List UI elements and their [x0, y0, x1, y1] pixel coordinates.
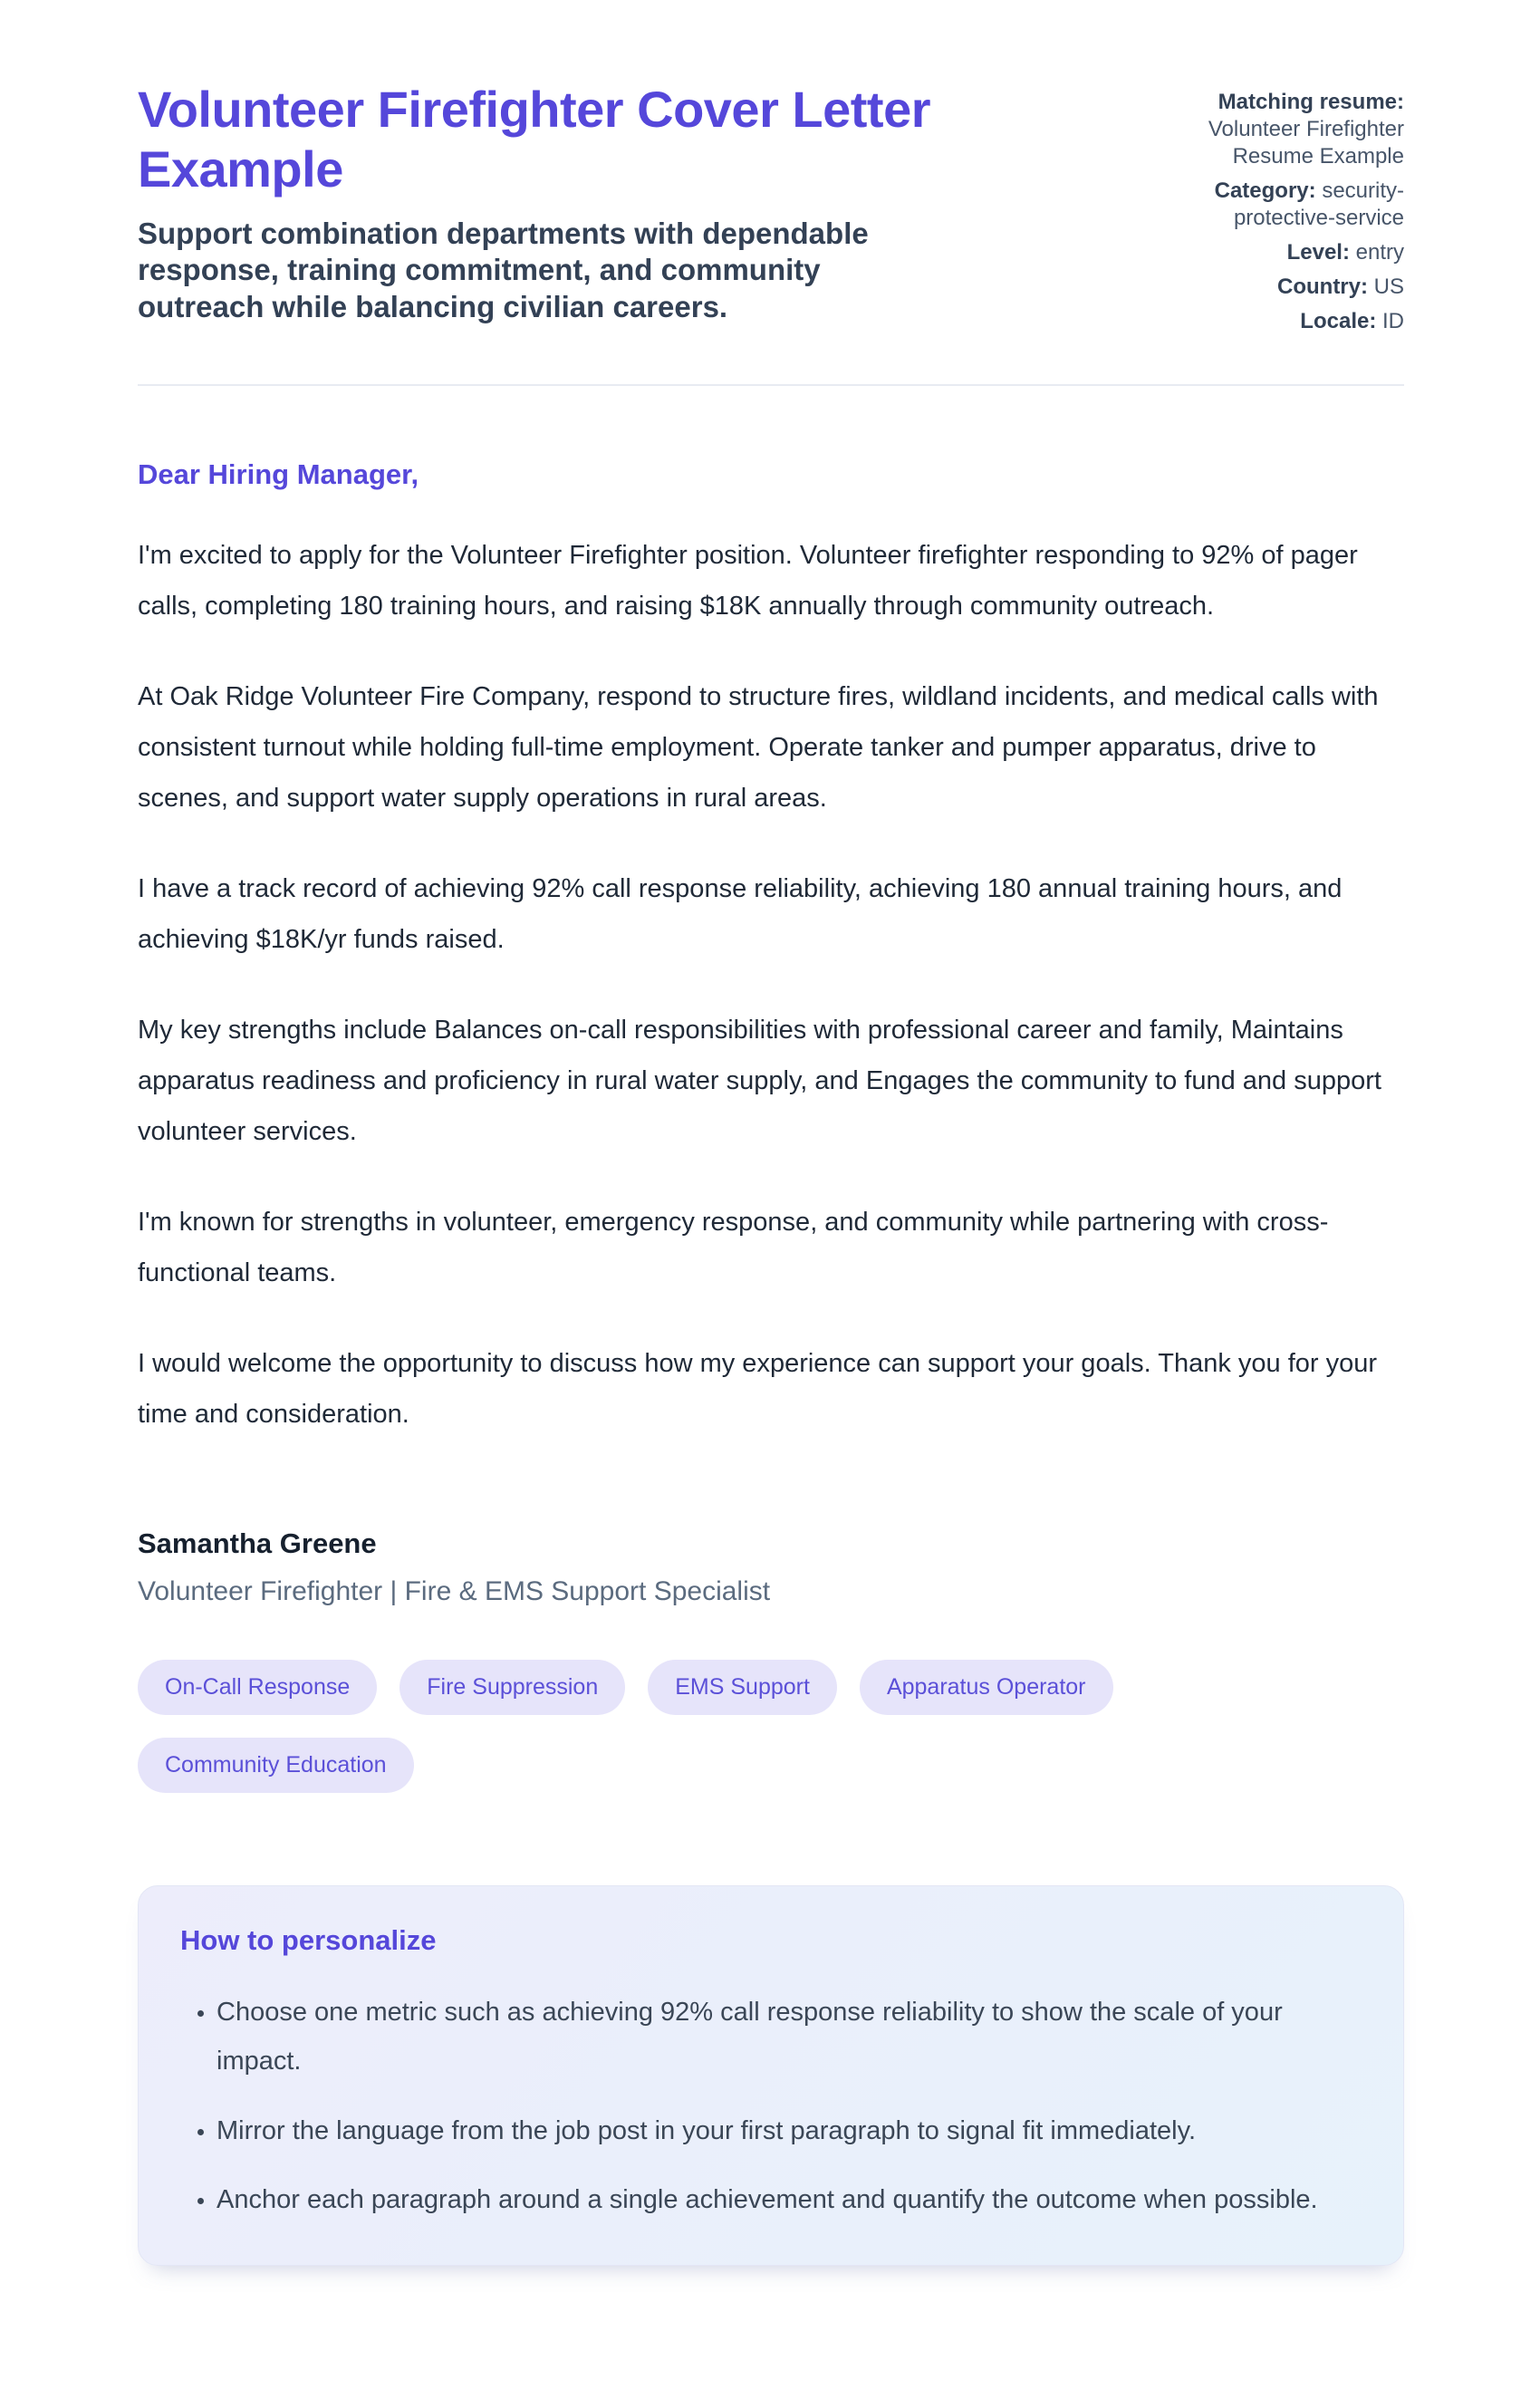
letter-paragraph-6: I would welcome the opportunity to discuss how my experience can support your goals. Thank you for your time and consideration. [138, 1348, 1378, 1429]
meta-value: Volunteer Firefighter Resume Example [1208, 117, 1404, 169]
meta-locale [1160, 308, 1404, 335]
signature-role: Volunteer Firefighter | Fire & EMS Support Specialist [138, 1575, 771, 1606]
personalize-tips-list [180, 1988, 1362, 2225]
letter-paragraph-3: I have a track record of achieving 92% call response reliability, achieving 180 annual training hours, and achieving $18K/yr funds raised. [138, 873, 1343, 954]
header-divider [138, 384, 1404, 386]
letter-paragraph-5: I'm known for strengths in volunteer, emergency response, and community while partnering with cross-functional teams. [138, 1207, 1329, 1287]
skill-tag-apparatus-operator: Apparatus Operator [860, 1660, 1113, 1715]
meta-label: Level: [1286, 240, 1350, 265]
personalize-box [138, 1885, 1404, 2266]
greeting: Dear Hiring Manager, [138, 458, 419, 490]
skill-tag-on-call-response: On-Call Response [138, 1660, 377, 1715]
meta-level [1160, 239, 1404, 266]
signature-name: Samantha Greene [138, 1527, 377, 1559]
letter-paragraph-2: At Oak Ridge Volunteer Fire Company, respond to structure fires, wildland incidents, and medical calls with consistent turnout while holding full-time employment. Operate tanker and pumper apparatus, drive to scenes, and support water supply operations in rural areas. [138, 681, 1379, 813]
meta-label: Category: [1214, 178, 1316, 203]
header-main [138, 80, 1145, 325]
meta-label: Country: [1277, 275, 1368, 299]
meta-label: Matching resume: [1218, 90, 1404, 114]
meta-value: ID [1382, 309, 1404, 333]
personalize-tip-2: • Mirror the language from the job post in your first paragraph to signal fit immediately. [217, 2106, 1340, 2156]
letter-paragraph-1: I'm excited to apply for the Volunteer Firefighter position. Volunteer firefighter responding to 92% of pager calls, completing 180 training hours, and raising $18K annually through community outreach. [138, 541, 1358, 621]
personalize-tip-1: • Choose one metric such as achieving 92% call response reliability to show the scale of your impact. [217, 1988, 1340, 2086]
skill-tags [138, 1660, 1404, 1793]
meta-value: US [1373, 275, 1404, 299]
meta-country [1160, 274, 1404, 301]
meta-value: entry [1355, 240, 1404, 265]
meta-matching-resume [1160, 89, 1404, 170]
resume-meta-panel [1160, 89, 1404, 342]
header [138, 80, 1404, 342]
meta-category [1160, 178, 1404, 232]
meta-value: security-protective-service [1233, 178, 1404, 230]
skill-tag-community-education: Community Education [138, 1738, 414, 1793]
page-title: Volunteer Firefighter Cover Letter Example [138, 81, 931, 198]
personalize-heading: How to personalize [180, 1923, 437, 1956]
personalize-tip-3: • Anchor each paragraph around a single achievement and quantify the outcome when possible. [217, 2175, 1340, 2225]
meta-label: Locale: [1300, 309, 1377, 333]
letter-paragraph-4: My key strengths include Balances on-call responsibilities with professional career and family, Maintains apparatus readiness and proficiency in rural water supply, and Engages the community to fund and support volunteer services. [138, 1015, 1381, 1146]
skill-tag-ems-support: EMS Support [648, 1660, 837, 1715]
letter-body [138, 458, 1404, 2266]
skill-tag-fire-suppression: Fire Suppression [399, 1660, 625, 1715]
page-subtitle: Support combination departments with dependable response, training commitment, and community outreach while balancing civilian careers. [138, 217, 869, 323]
